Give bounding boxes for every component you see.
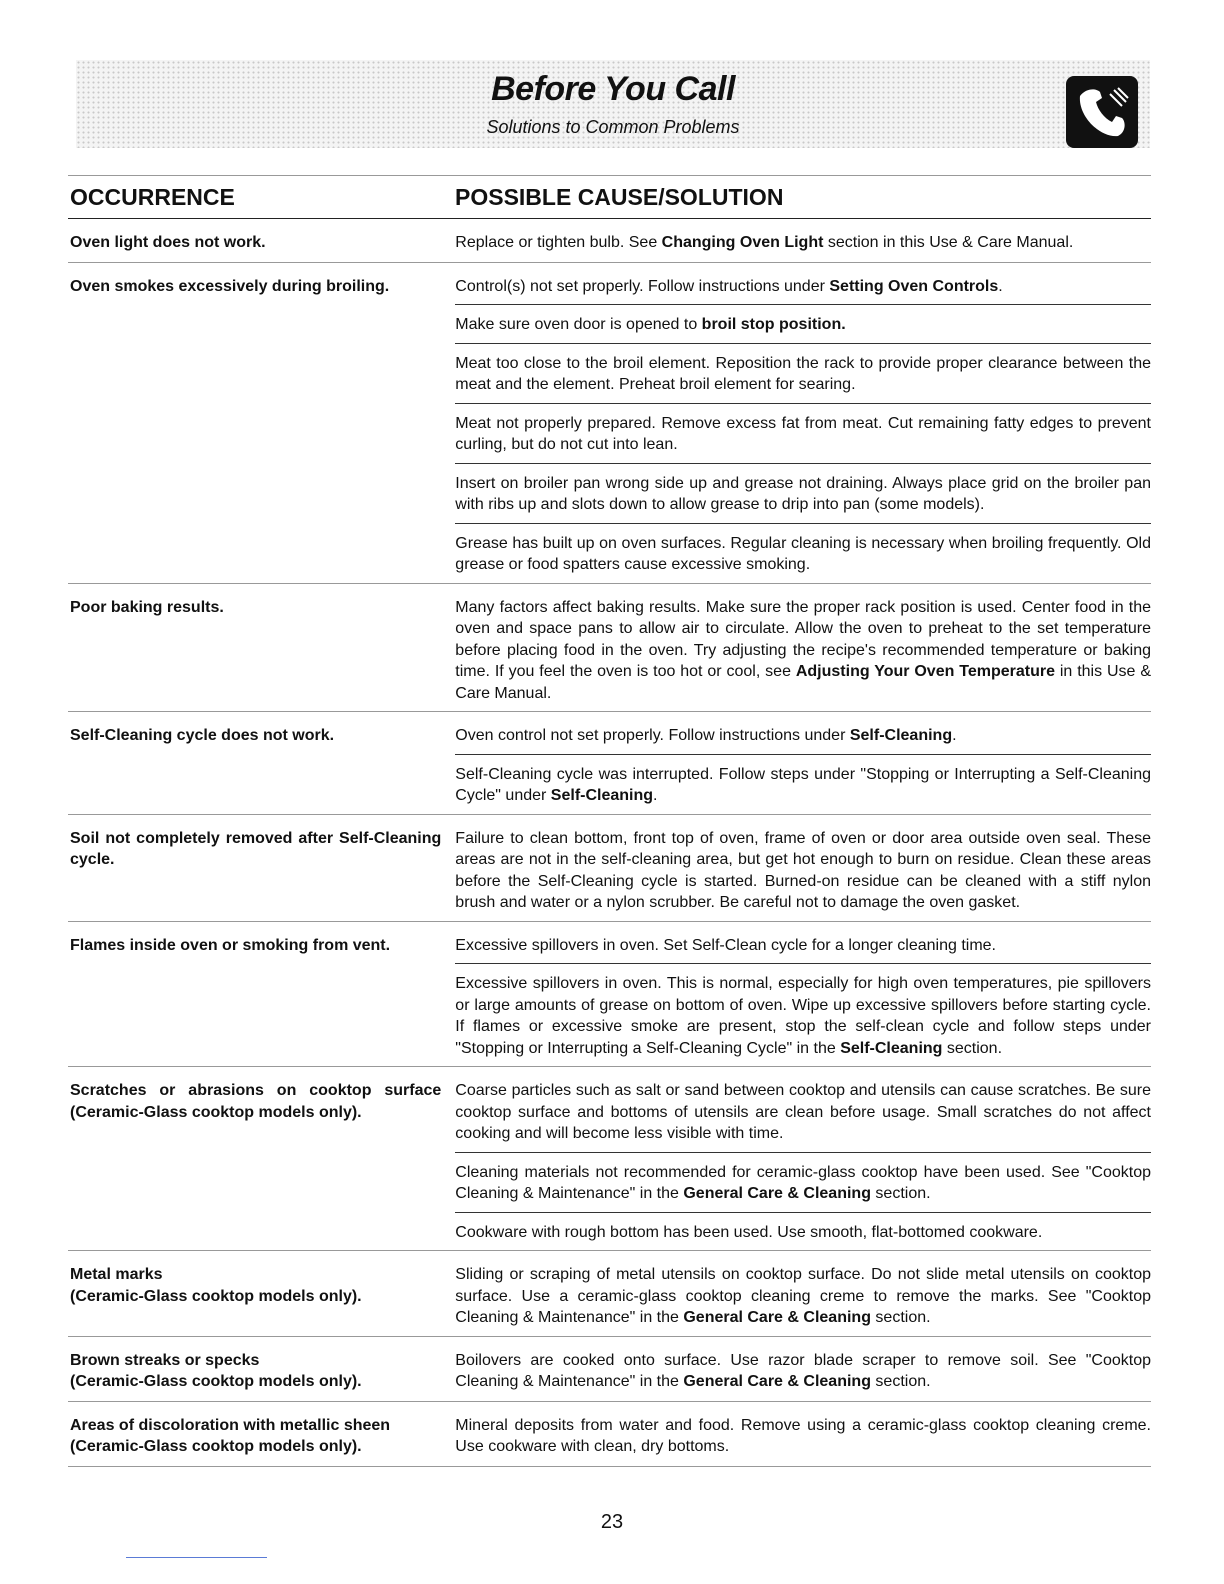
telephone-receiver-icon	[1066, 76, 1138, 148]
occurrence-cell: Scratches or abrasions on cooktop surface (Ceramic-Glass cooktop models only).	[70, 1082, 442, 1121]
page-subtitle: Solutions to Common Problems	[486, 117, 740, 137]
solution-segment: Mineral deposits from water and food. Remove using a ceramic-glass cooktop cleaning creme. Use cookware with clean, dry bottoms.	[455, 1416, 1151, 1455]
solution-cell	[455, 263, 1151, 583]
solution-cell	[455, 815, 1151, 921]
table-row	[68, 712, 1151, 815]
occurrence-cell: Self-Cleaning cycle does not work.	[70, 727, 335, 744]
solution-cell	[455, 712, 1151, 814]
solution-segment: Excessive spillovers in oven. Set Self-Clean cycle for a longer cleaning time.	[455, 936, 996, 954]
solution-reference: broil stop position.	[701, 316, 846, 333]
solution-reference: Self-Cleaning	[849, 727, 953, 744]
solution-segment: Coarse particles such as salt or sand between cooktop and utensils can cause scratches. Be sure cooktop surface and bottoms of utensils are clean before usage. Small scratches do not affect cooking and will become less visible with time.	[455, 1082, 1151, 1142]
occurrence-cell: Oven light does not work.	[70, 234, 266, 251]
column-header-cause-solution: POSSIBLE CAUSE/SOLUTION	[455, 184, 784, 210]
table-row	[68, 219, 1151, 263]
solution-segment: section in this Use & Care Manual.	[823, 234, 1074, 251]
solution-segment: in this Use & Care Manual.	[455, 663, 1151, 702]
solution-segment: Self-Cleaning cycle was interrupted. Follow steps under "Stopping or Interrupting a Self-Cleaning Cycle" under	[455, 765, 1151, 804]
solution-cell	[455, 584, 1151, 712]
occurrence-cell: Oven smokes excessively during broiling.	[70, 277, 390, 295]
solution-segment: section.	[870, 1309, 931, 1326]
solution-cell	[455, 1337, 1151, 1401]
solution-text	[455, 1152, 1151, 1212]
page-title: Before You Call	[491, 70, 735, 108]
table-row	[68, 815, 1151, 922]
table-row	[68, 584, 1151, 713]
header-rule-top	[68, 175, 1151, 176]
solution-text	[455, 403, 1151, 463]
occurrence-cell: Soil not completely removed after Self-Cleaning cycle.	[70, 829, 442, 868]
solution-text	[455, 263, 1151, 305]
solution-text	[455, 219, 1151, 261]
solution-cell	[455, 1067, 1151, 1250]
occurrence-cell: Metal marks (Ceramic-Glass cooktop models only).	[70, 1266, 362, 1305]
occurrence-cell: Flames inside oven or smoking from vent.	[70, 936, 391, 954]
page-number: 23	[600, 1511, 624, 1533]
solution-text	[455, 922, 1151, 964]
footer-line	[126, 1557, 267, 1558]
column-header-occurrence: OCCURRENCE	[70, 184, 235, 210]
solution-segment: Oven control not set properly. Follow instructions under	[455, 727, 850, 744]
solution-segment: Cookware with rough bottom has been used. Use smooth, flat-bottomed cookware.	[455, 1223, 1043, 1241]
solution-text	[455, 304, 1151, 343]
occurrence-cell: Poor baking results.	[70, 598, 224, 616]
occurrence-cell: Areas of discoloration with metallic sheen (Ceramic-Glass cooktop models only).	[70, 1416, 391, 1455]
solution-segment: section.	[870, 1185, 931, 1202]
table-row	[68, 922, 1151, 1068]
solution-text	[455, 1337, 1151, 1400]
occurrence-cell: Brown streaks or specks (Ceramic-Glass cooktop models only).	[70, 1351, 362, 1390]
table-row	[68, 1402, 1151, 1467]
solution-reference: General Care & Cleaning	[683, 1185, 871, 1202]
solution-reference: General Care & Cleaning	[683, 1373, 871, 1390]
solution-segment: Many factors affect baking results. Make sure the proper rack position is used. Center food in the oven and space pans to allow air to circulate. Allow the oven to preheat to the set temperature before placing food in the oven. Try adjusting the recipe's recommended temperature or baking time. If you feel the oven is too hot or cool, see	[455, 598, 1151, 680]
solution-segment: Excessive spillovers in oven. This is normal, especially for high oven temperatures, pie spillovers or large amounts of grease on bottom of oven. Wipe up excessive spillovers before starting cycle. If flames or excessive smoke are present, stop the self-clean cycle and follow steps under "Stopping or Interrupting a Self-Cleaning Cycle" in the	[455, 975, 1151, 1057]
solution-segment: Grease has built up on oven surfaces. Regular cleaning is necessary when broiling frequently. Old grease or food spatters cause excessive smoking.	[455, 534, 1151, 573]
solution-text	[455, 584, 1151, 712]
solution-segment: section.	[870, 1373, 931, 1390]
solution-text	[455, 754, 1151, 814]
solution-segment: Sliding or scraping of metal utensils on cooktop surface. Do not slide metal utensils on cooktop surface. Use a ceramic-glass cooktop cleaning creme to remove the marks. See "Cooktop Cleaning & Maintenance" in the	[455, 1266, 1151, 1326]
solution-segment: .	[952, 727, 957, 744]
solution-text	[455, 463, 1151, 523]
solution-cell	[455, 219, 1151, 262]
solution-reference: Changing Oven Light	[661, 234, 824, 251]
table-row	[68, 1337, 1151, 1402]
solution-segment: section.	[942, 1039, 1003, 1057]
solution-segment: Failure to clean bottom, front top of oven, frame of oven or door area outside oven seal. These areas are not in the self-cleaning area, but get hot enough to burn on residue. Clean these areas before the Self-Cleaning cycle is started. Burned-on residue can be cleaned with a stiff nylon brush and water or a nylon scrubber. Be careful not to damage the oven gasket.	[455, 829, 1151, 911]
solution-segment: .	[998, 277, 1003, 295]
solution-segment: Meat not properly prepared. Remove excess fat from meat. Cut remaining fatty edges to prevent curling, but do not cut into lean.	[455, 414, 1151, 453]
table-row	[68, 1067, 1151, 1251]
solution-segment: Insert on broiler pan wrong side up and grease not draining. Always place grid on the broiler pan with ribs up and slots down to allow grease to drip into pan (some models).	[455, 474, 1151, 513]
solution-reference: Adjusting Your Oven Temperature	[795, 663, 1055, 680]
solution-text	[455, 963, 1151, 1066]
solution-text	[455, 1402, 1151, 1465]
solution-text	[455, 712, 1151, 754]
table-row	[68, 263, 1151, 584]
solution-text	[455, 523, 1151, 583]
solution-segment: Control(s) not set properly. Follow instructions under	[455, 277, 830, 295]
solution-text	[455, 815, 1151, 921]
solution-text	[455, 1251, 1151, 1336]
solution-segment: Cleaning materials not recommended for ceramic-glass cooktop have been used. See "Cooktop Cleaning & Maintenance" in the	[455, 1163, 1151, 1202]
solution-segment: .	[653, 787, 658, 804]
solution-text	[455, 1212, 1151, 1251]
solution-text	[455, 1067, 1151, 1152]
solution-reference: Setting Oven Controls	[829, 277, 999, 295]
solution-segment: Boilovers are cooked onto surface. Use razor blade scraper to remove soil. See "Cooktop Cleaning & Maintenance" in the	[455, 1351, 1151, 1390]
solution-reference: Self-Cleaning	[550, 787, 654, 804]
solution-text	[455, 343, 1151, 403]
solution-cell	[455, 1251, 1151, 1336]
solution-cell	[455, 922, 1151, 1067]
header-banner	[76, 60, 1150, 148]
solution-reference: Self-Cleaning	[840, 1039, 943, 1057]
solution-segment: Make sure oven door is opened to	[455, 316, 702, 333]
troubleshooting-table	[68, 219, 1151, 1467]
solution-reference: General Care & Cleaning	[683, 1309, 871, 1326]
solution-segment: Meat too close to the broil element. Reposition the rack to provide proper clearance between the meat and the element. Preheat broil element for searing.	[455, 354, 1151, 393]
table-row	[68, 1251, 1151, 1337]
solution-segment: Replace or tighten bulb. See	[455, 234, 662, 251]
solution-cell	[455, 1402, 1151, 1466]
